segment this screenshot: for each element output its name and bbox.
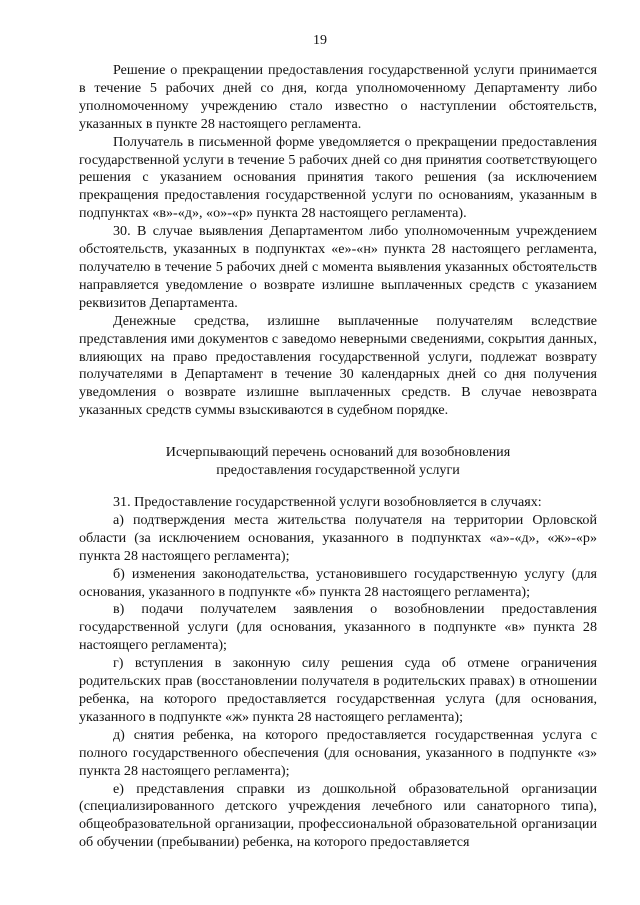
paragraph-item-30: 30. В случае выявления Департаментом либо уполномоченным учреждением обстоятельств, указанных в подпунктах «е»-«н» пункта 28 настоящего регламента, получателю в течение 5 рабочих дней с момента выявления указанных обстоятельств направляется уведомление о возврате излишне выплаченных средств с указанием реквизитов Департамента. [79, 223, 597, 311]
page-number: 19 [313, 33, 327, 48]
list-item-b: б) изменения законодательства, установившего государственную услугу (для основания, указанного в подпункте «б» пункта 28 настоящего регламента); [79, 565, 597, 600]
section-heading [79, 443, 597, 479]
list-item-e: е) представления справки из дошкольной образовательной организации (специализированного детского учреждения лечебного или санаторного типа), общеобразовательной организации, профессиональной образовательной организации об обучении (пребывании) ребенка, на которого предоставляется [79, 780, 597, 851]
paragraph-notification: Получатель в письменной форме уведомляется о прекращении предоставления государственной услуги в течение 5 рабочих дней со дня принятия соответствующего решения с указанием основания принятия такого решения (за исключением прекращения предоставления государственной услуги по основаниям, указанным в подпунктах «в»-«д», «о»-«р» пункта 28 настоящего регламента). [79, 133, 597, 222]
paragraph-decision-termination: Решение о прекращении предоставления государственной услуги принимается в течение 5 рабочих дней со дня, когда уполномоченному Департаменту либо уполномоченному учреждению стало известно о наступлении обстоятельств, указанных в пункте 28 настоящего регламента. [79, 62, 597, 132]
list-item-d: д) снятия ребенка, на которого предоставляется государственная услуга с полного государственного обеспечения (для основания, указанного в подпункте «з» пункта 28 настоящего регламента); [79, 726, 597, 779]
list-item-g: г) вступления в законную силу решения суда об отмене ограничения родительских прав (восстановлении получателя в родительских правах) в отношении ребенка, на которого предоставляется государственная услуга (для основания, указанного в подпункте «ж» пункта 28 настоящего регламента); [79, 655, 597, 725]
paragraph-item-31: 31. Предоставление государственной услуги возобновляется в случаях: [113, 494, 542, 510]
list-item-v: в) подачи получателем заявления о возобновлении предоставления государственной услуги (для основания, указанного в подпункте «в» пункта 28 настоящего регламента); [79, 601, 597, 654]
list-item-a: а) подтверждения места жительства получателя на территории Орловской области (за исключением основания, указанного в подпунктах «а»-«д», «ж»-«р» пункта 28 настоящего регламента); [79, 511, 597, 564]
heading-line-2: предоставления государственной услуги [216, 462, 460, 478]
body-bottom [79, 494, 597, 852]
heading-line-1: Исчерпывающий перечень оснований для возобновления [165, 444, 511, 460]
body-top [79, 62, 597, 420]
paragraph-refund: Денежные средства, излишне выплаченные получателям вследствие представления ими документов с заведомо неверными сведениями, сокрытия данных, влияющих на право предоставления государственной услуги, подлежат возврату получателями в Департамент в течение 30 календарных дней со дня получения уведомления о возврате излишне выплаченных средств. В случае невозврата указанных средств суммы взыскиваются в судебном порядке. [79, 312, 597, 419]
